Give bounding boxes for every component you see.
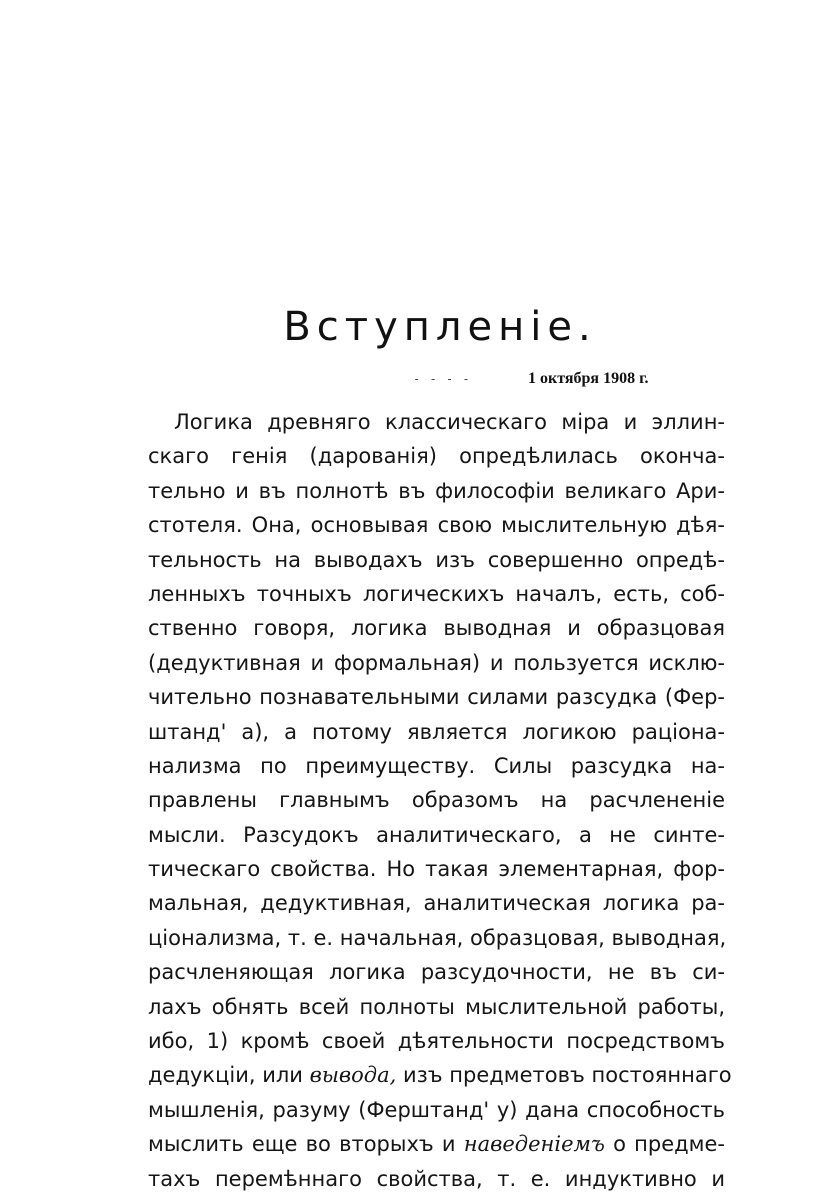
text-run: тельно и въ полнотѣ въ философіи великаго Ари- — [148, 478, 725, 503]
text-line — [148, 1093, 725, 1127]
text-run: мальная, дедуктивная, аналитическая логика ра- — [148, 891, 725, 916]
body-paragraph — [148, 405, 732, 1196]
text-run: ціонализма, т. е. начальная, образцовая, выводная, — [148, 925, 727, 950]
text-line — [148, 577, 725, 611]
text-run: тическаго свойства. Но такая элементарная, фор- — [148, 857, 725, 882]
text-line — [148, 508, 725, 542]
text-run: изъ предметовъ постояннаго — [396, 1063, 732, 1088]
text-line — [148, 680, 725, 714]
text-line — [148, 955, 725, 989]
text-line — [148, 1058, 732, 1092]
chapter-heading: Вступленіе. — [283, 304, 597, 350]
text-run: скаго генія (дарованія) опредѣлилась оконча- — [148, 444, 725, 469]
text-line — [148, 852, 725, 886]
text-run: о предме- — [604, 1132, 725, 1157]
text-run: мысли. Разсудокъ аналитическаго, а не синте- — [148, 822, 725, 847]
text-run: дедукціи, или — [148, 1063, 310, 1088]
text-line — [148, 543, 725, 577]
text-line — [148, 921, 725, 955]
text-line — [148, 1127, 725, 1161]
text-run: штанд' а), а потому является логикою раціона- — [148, 719, 725, 744]
text-line — [148, 749, 725, 783]
text-run: (дедуктивная и формальная) и пользуется исклю- — [148, 650, 725, 675]
text-run: ленныхъ точныхъ логическихъ началъ, есть, соб- — [148, 581, 725, 606]
dateline-date: 1 октября 1908 г. — [528, 370, 649, 387]
text-line — [148, 783, 725, 817]
text-run: стотеля. Она, основывая свою мыслительную дѣя- — [148, 513, 725, 538]
text-line — [148, 611, 725, 645]
text-line — [148, 886, 725, 920]
text-run: тахъ перемѣннаго свойства, т. е. индуктивно и — [148, 1166, 725, 1191]
text-line — [148, 990, 725, 1024]
text-run: расчленяющая логика разсудочности, не въ си- — [148, 960, 725, 985]
text-line — [148, 439, 725, 473]
text-line — [148, 1024, 725, 1058]
text-line — [148, 715, 725, 749]
text-line — [148, 818, 725, 852]
dateline — [0, 370, 840, 394]
text-run: лахъ обнять всей полноты мыслительной работы, — [148, 994, 725, 1019]
italic-term: вывода, — [309, 1063, 397, 1088]
text-run: ственно говоря, логика выводная и образцовая — [148, 616, 725, 641]
text-line — [148, 405, 725, 439]
text-line — [148, 474, 725, 508]
text-run: правлены главнымъ образомъ на расчлененіе — [148, 788, 725, 813]
text-line — [148, 646, 725, 680]
italic-term: наведеніемъ — [463, 1132, 605, 1157]
text-run: нализма по преимуществу. Силы разсудка на- — [148, 753, 725, 778]
text-run: чительно познавательными силами разсудка (Фер- — [148, 685, 725, 710]
text-run: Логика древняго классическаго міра и эллин- — [174, 410, 725, 434]
text-run: тельность на выводахъ изъ совершенно опредѣ- — [148, 547, 725, 572]
text-run: ибо, 1) кромѣ своей дѣятельности посредствомъ — [148, 1029, 725, 1054]
dateline-dashes: - - - - — [413, 372, 471, 386]
text-run: мыслить еще во вторыхъ и — [148, 1132, 464, 1157]
text-run: мышленія, разуму (Ферштанд' у) дана способность — [148, 1097, 725, 1122]
